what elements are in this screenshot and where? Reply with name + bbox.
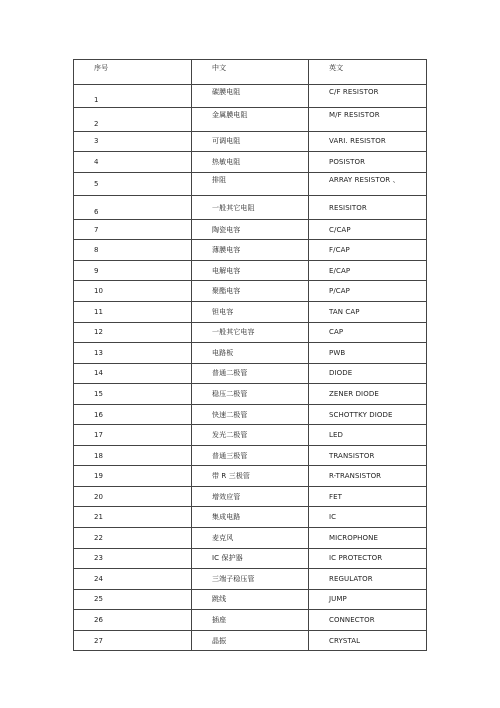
row-index: 4 [74,152,192,173]
row-english-term: JUMP [309,589,427,610]
row-chinese-term: 三端子稳压管 [192,569,309,590]
row-chinese-term: 发光二极管 [192,425,309,446]
row-english-term: R-TRANSISTOR [309,466,427,487]
table-row [74,219,427,240]
row-english-term: F/CAP [309,240,427,261]
row-english-term: POSISTOR [309,152,427,173]
row-chinese-term: 陶瓷电容 [192,219,309,240]
row-index: 10 [74,281,192,302]
row-index: 27 [74,630,192,651]
row-index: 7 [74,219,192,240]
row-english-term: CONNECTOR [309,610,427,631]
table-row [74,131,427,152]
table-row [74,466,427,487]
row-english-term: FET [309,486,427,507]
row-index: 11 [74,302,192,323]
row-chinese-term: 电路板 [192,343,309,364]
row-english-term: PWB [309,343,427,364]
row-chinese-term: 电解电容 [192,260,309,281]
row-english-term: M/F RESISTOR [309,108,427,132]
table-row [74,363,427,384]
row-chinese-term: 薄膜电容 [192,240,309,261]
row-chinese-term: IC 保护器 [192,548,309,569]
row-chinese-term: 插座 [192,610,309,631]
row-chinese-term: 普通三极管 [192,445,309,466]
table-row [74,108,427,132]
row-chinese-term: 一般其它电容 [192,322,309,343]
row-index: 12 [74,322,192,343]
table-row [74,589,427,610]
row-chinese-term: 一般其它电阻 [192,196,309,220]
row-english-term: CRYSTAL [309,630,427,651]
table-row [74,425,427,446]
row-index: 26 [74,610,192,631]
row-index: 15 [74,384,192,405]
row-english-term: RESISITOR [309,196,427,220]
row-chinese-term: 快速二极管 [192,404,309,425]
row-english-term: REGULATOR [309,569,427,590]
row-chinese-term: 聚酯电容 [192,281,309,302]
row-english-term: MICROPHONE [309,528,427,549]
table-row [74,610,427,631]
row-chinese-term: 钽电容 [192,302,309,323]
row-english-term: SCHOTTKY DIODE [309,404,427,425]
table-row [74,196,427,220]
row-chinese-term: 碳膜电阻 [192,84,309,108]
row-english-term: C/CAP [309,219,427,240]
row-index: 1 [74,84,192,108]
table-row [74,528,427,549]
header-english: 英文 [309,60,427,85]
table-row [74,343,427,364]
row-english-term: IC PROTECTOR [309,548,427,569]
row-index: 13 [74,343,192,364]
row-index: 9 [74,260,192,281]
table-row [74,569,427,590]
row-english-term: IC [309,507,427,528]
row-english-term: LED [309,425,427,446]
row-chinese-term: 可调电阻 [192,131,309,152]
component-terms-table [73,59,427,651]
row-index: 20 [74,486,192,507]
row-chinese-term: 稳压二极管 [192,384,309,405]
table-row [74,84,427,108]
table-row [74,507,427,528]
table-row [74,302,427,323]
table-row [74,260,427,281]
row-chinese-term: 集成电路 [192,507,309,528]
row-index: 6 [74,196,192,220]
row-index: 22 [74,528,192,549]
row-english-term: CAP [309,322,427,343]
row-english-term: ZENER DIODE [309,384,427,405]
table-row [74,630,427,651]
row-index: 14 [74,363,192,384]
row-chinese-term: 排阻 [192,172,309,196]
row-index: 19 [74,466,192,487]
table-row [74,404,427,425]
row-english-term: E/CAP [309,260,427,281]
row-english-term: P/CAP [309,281,427,302]
row-index: 5 [74,172,192,196]
header-index: 序号 [74,60,192,85]
table-row [74,445,427,466]
row-english-term: TRANSISTOR [309,445,427,466]
row-index: 17 [74,425,192,446]
table-row [74,172,427,196]
header-chinese: 中文 [192,60,309,85]
row-chinese-term: 普通二极管 [192,363,309,384]
table-row [74,486,427,507]
table-row [74,152,427,173]
row-index: 24 [74,569,192,590]
table-row [74,384,427,405]
row-index: 18 [74,445,192,466]
row-english-term: DIODE [309,363,427,384]
table-row [74,281,427,302]
row-english-term: TAN CAP [309,302,427,323]
row-index: 16 [74,404,192,425]
table-row [74,240,427,261]
row-english-term: C/F RESISTOR [309,84,427,108]
row-chinese-term: 带 R 三极管 [192,466,309,487]
row-chinese-term: 麦克风 [192,528,309,549]
row-index: 2 [74,108,192,132]
row-chinese-term: 金属膜电阻 [192,108,309,132]
row-index: 21 [74,507,192,528]
table-header-row [74,60,427,85]
row-chinese-term: 跳线 [192,589,309,610]
row-index: 3 [74,131,192,152]
row-chinese-term: 热敏电阻 [192,152,309,173]
row-index: 25 [74,589,192,610]
row-chinese-term: 晶振 [192,630,309,651]
row-chinese-term: 增效应管 [192,486,309,507]
table-row [74,548,427,569]
table-row [74,322,427,343]
row-english-term: ARRAY RESISTOR 、 [309,172,427,196]
row-english-term: VARI. RESISTOR [309,131,427,152]
row-index: 23 [74,548,192,569]
row-index: 8 [74,240,192,261]
